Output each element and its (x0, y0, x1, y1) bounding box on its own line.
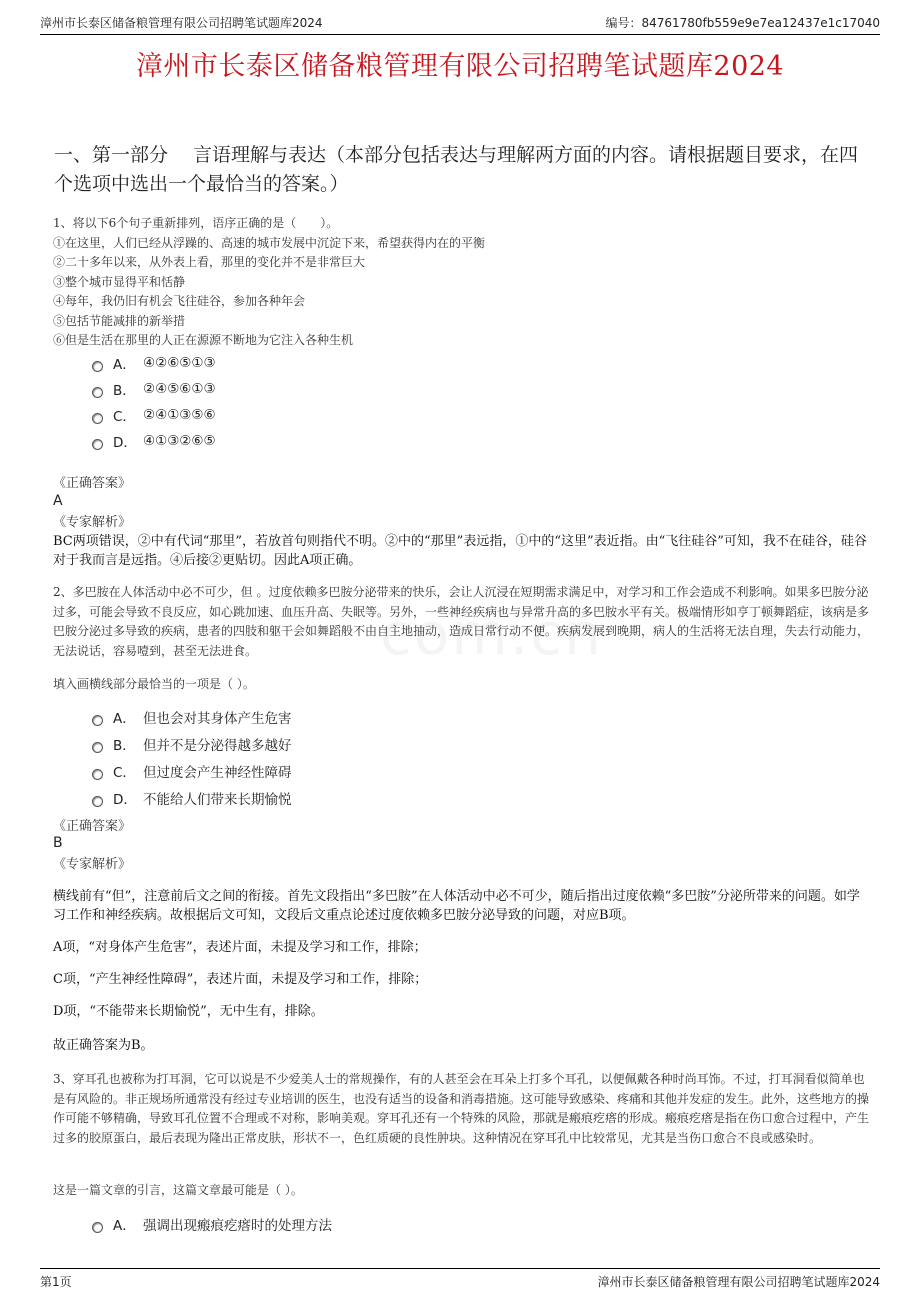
question-1-line: ⑥但是生活在那里的人正在源源不断地为它注入各种生机 (53, 333, 354, 347)
option-text: 但也会对其身体产生危害 (143, 711, 292, 727)
question-1-line: ④每年，我仍旧有机会飞往硅谷，参加各种年会 (53, 294, 306, 308)
option-text: 强调出现瘢痕疙瘩时的处理方法 (143, 1218, 332, 1234)
question-3-prompt: 这是一篇文章的引言，这篇文章最可能是（ ）。 (53, 1183, 303, 1197)
radio-icon[interactable] (92, 361, 103, 372)
question-1-option-b[interactable] (92, 378, 216, 400)
question-2-option-d[interactable] (92, 787, 292, 809)
radio-icon[interactable] (92, 796, 103, 807)
question-1-option-c[interactable] (92, 404, 216, 426)
question-2-analysis: C项，“产生神经性障碍”，表述片面，未提及学习和工作，排除； (53, 972, 428, 987)
page-number: 第1页 (40, 1275, 72, 1289)
question-2-analysis: A项，“对身体产生危害”，表述片面，未提及学习和工作，排除； (53, 940, 427, 955)
question-2-option-c[interactable] (92, 760, 292, 782)
question-2-analysis: D项，“不能带来长期愉悦”，无中生有，排除。 (53, 1004, 324, 1019)
question-1-answer-label: 《正确答案》 (53, 476, 132, 491)
radio-icon[interactable] (92, 387, 103, 398)
question-1-option-a[interactable] (92, 352, 216, 374)
question-2-option-b[interactable] (92, 733, 292, 755)
question-1-analysis: BC两项错误，②中有代词“那里”，若放首句则指代不明。②中的“那里”表远指，①中的“这里”表近指。由“飞往硅谷”可知，我不在硅谷，硅谷对于我而言是远指。④后接②更贴切。因此A项正确。 (53, 534, 867, 568)
option-letter: A． (113, 1218, 136, 1234)
radio-icon[interactable] (92, 1222, 103, 1233)
option-text: 不能给人们带来长期愉悦 (143, 792, 292, 808)
question-2-prompt: 填入画横线部分最恰当的一项是（ ）。 (53, 677, 255, 691)
question-1-option-d[interactable] (92, 430, 216, 452)
question-2-answer-label: 《正确答案》 (53, 819, 132, 834)
question-2-stem: 2、多巴胺在人体活动中必不可少，但 。过度依赖多巴胺分泌带来的快乐，会让人沉浸在短期需求满足中，对学习和工作会造成不利影响。如果多巴胺分泌过多，可能会导致不良反应，如心跳加速、血压升高、失眠等。另外，一些神经疾病也与异常升高的多巴胺水平有关。极端情形如亨丁顿舞蹈症，该病是多巴胺分泌过多导致的疾病，患者的四肢和躯干会如舞蹈般不由自主地抽动，造成日常行动不便。疾病发展到晚期，病人的生活将无法自理，失去行动能力，无法说话，容易噎到，甚至无法进食。 (53, 585, 870, 658)
question-1-line: ①在这里，人们已经从浮躁的、高速的城市发展中沉淀下来，希望获得内在的平衡 (53, 235, 486, 250)
header-doc-name: 漳州市长泰区储备粮管理有限公司招聘笔试题库2024 (40, 16, 323, 30)
option-text: 但并不是分泌得越多越好 (143, 738, 292, 754)
question-2-analysis-label: 《专家解析》 (53, 857, 132, 872)
page-footer (40, 1268, 880, 1289)
option-text: 但过度会产生神经性障碍 (143, 765, 292, 781)
option-letter: B． (113, 383, 136, 399)
question-1-answer: A (53, 493, 63, 509)
question-1-stem (53, 214, 872, 351)
option-text: ②④①③⑤⑥ (143, 407, 216, 423)
option-letter: A． (113, 357, 136, 373)
question-2-answer: B (53, 835, 63, 851)
radio-icon[interactable] (92, 715, 103, 726)
question-1-line: ③整个城市显得平和恬静 (53, 274, 186, 289)
radio-icon[interactable] (92, 742, 103, 753)
footer-doc-name: 漳州市长泰区储备粮管理有限公司招聘笔试题库2024 (597, 1275, 880, 1289)
radio-icon[interactable] (92, 413, 103, 424)
option-letter: B． (113, 738, 136, 754)
question-1-line: ⑤包括节能减排的新举措 (53, 313, 186, 328)
page-header (40, 12, 880, 35)
question-1-line: ②二十多年以来，从外表上看，那里的变化并不是非常巨大 (53, 255, 366, 269)
header-doc-id: 编号：84761780fb559e9e7ea12437e1c17040 (605, 16, 880, 30)
question-1-analysis-label: 《专家解析》 (53, 515, 132, 530)
radio-icon[interactable] (92, 769, 103, 780)
option-letter: C． (113, 409, 136, 425)
option-letter: C． (113, 765, 136, 781)
question-2-option-a[interactable] (92, 706, 292, 728)
option-text: ④②⑥⑤①③ (143, 355, 216, 371)
option-letter: D． (113, 792, 137, 808)
document-title: 漳州市长泰区储备粮管理有限公司招聘笔试题库2024 (135, 51, 785, 82)
radio-icon[interactable] (92, 439, 103, 450)
option-text: ④①③②⑥⑤ (143, 433, 216, 449)
question-2-analysis: 横线前有“但”，注意前后文之间的衔接。首先文段指出“多巴胺”在人体活动中必不可少，随后指出过度依赖“多巴胺”分泌所带来的问题。如学习工作和神经疾病。故根据后文可知，文段后文重点论述过度依赖多巴胺分泌导致的问题，对应B项。 (53, 889, 860, 923)
question-3-stem: 3、穿耳孔也被称为打耳洞，它可以说是不少爱美人士的常规操作，有的人甚至会在耳朵上打多个耳孔，以便佩戴各种时尚耳饰。不过，打耳洞看似简单也是有风险的。非正规场所通常没有经过专业培训的医生，也没有适当的设备和消毒措施。这可能导致感染、疼痛和其他并发症的发生。此外，这些地方的操作可能不够精确，导致耳孔位置不合理或不对称，影响美观。穿耳孔还有一个特殊的风险，那就是瘢痕疙瘩的形成。瘢痕疙瘩是指在伤口愈合过程中，产生过多的胶原蛋白，最后表现为隆出正常皮肤，形状不一，色红质硬的良性肿块。这种情况在穿耳孔中比较常见，尤其是当伤口愈合不良或感染时。 (53, 1072, 870, 1145)
option-text: ②④⑤⑥①③ (143, 381, 216, 397)
option-letter: D． (113, 435, 137, 451)
section-heading: 一、第一部分 言语理解与表达（本部分包括表达与理解两方面的内容。请根据题目要求，在四个选项中选出一个最恰当的答案。） (54, 144, 859, 195)
question-1-line: 1、将以下6个句子重新排列，语序正确的是（ ）。 (53, 216, 339, 230)
question-3-option-a[interactable] (92, 1213, 332, 1235)
option-letter: A． (113, 711, 136, 727)
question-2-analysis: 故正确答案为B。 (53, 1038, 154, 1053)
